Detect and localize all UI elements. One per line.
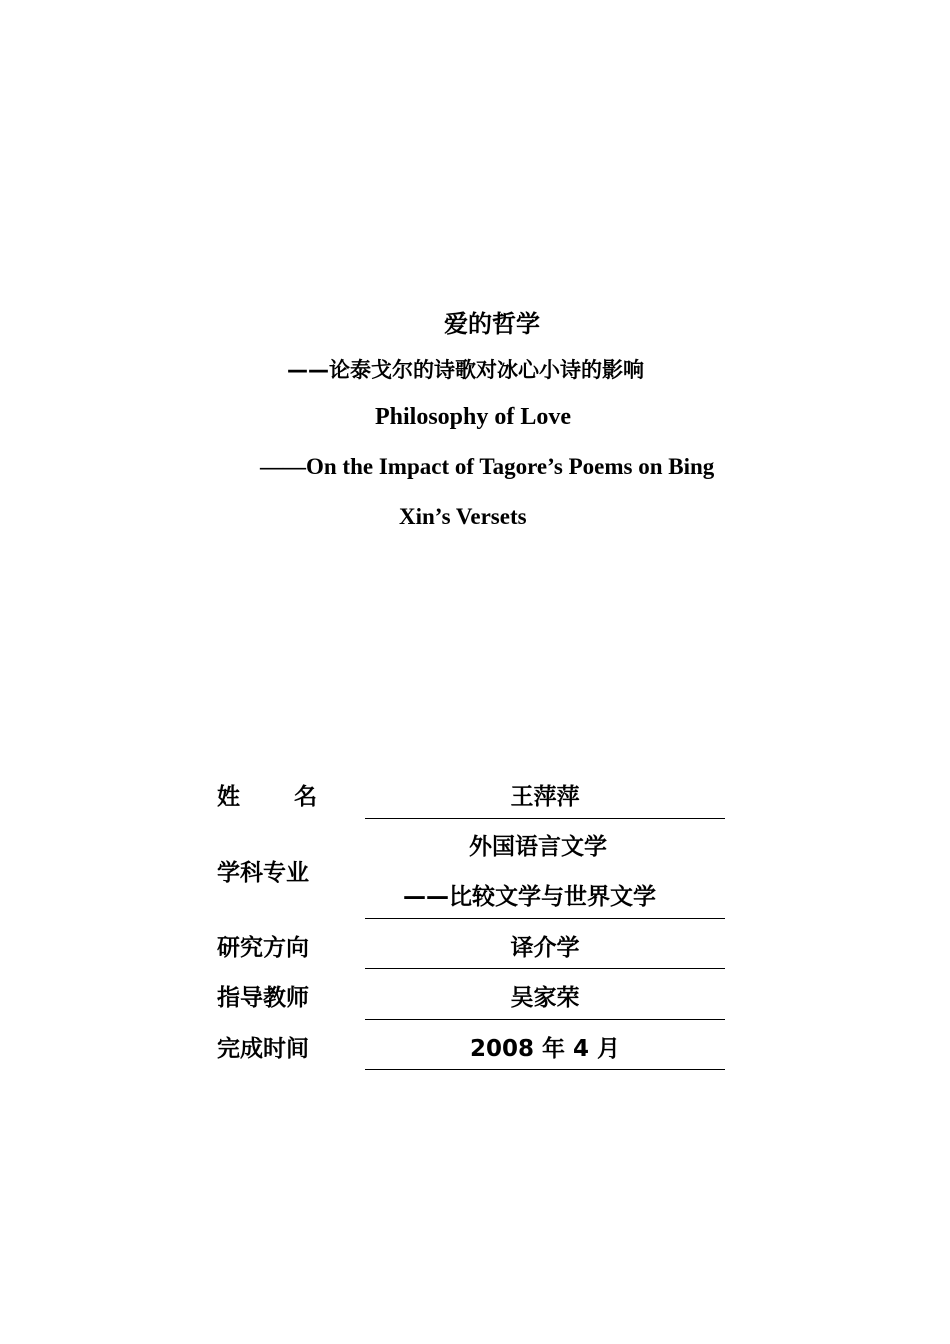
completion-time-underline <box>365 1069 725 1070</box>
thesis-subtitle-english-line1: ——On the Impact of Tagore’s Poems on Bing <box>260 454 715 479</box>
advisor-value: 吴家荣 <box>510 985 580 1011</box>
research-direction-value: 译介学 <box>510 935 580 961</box>
name-label-char2: 名 <box>294 784 317 810</box>
thesis-subtitle-english-line2: Xin’s Versets <box>399 504 527 529</box>
major-value-line2: ——比较文学与世界文学 <box>403 884 656 910</box>
major-underline <box>365 918 725 919</box>
name-value: 王萍萍 <box>510 784 580 810</box>
major-value-line1: 外国语言文学 <box>469 834 607 860</box>
thesis-title-chinese: 爱的哲学 <box>444 310 540 338</box>
research-direction-label: 研究方向 <box>217 935 309 961</box>
thesis-title-english: Philosophy of Love <box>375 404 572 430</box>
advisor-label: 指导教师 <box>217 985 309 1011</box>
thesis-subtitle-chinese: ——论泰戈尔的诗歌对冰心小诗的影响 <box>287 358 644 382</box>
completion-time-value: 2008 年 4 月 <box>469 1036 621 1062</box>
major-label: 学科专业 <box>217 860 309 886</box>
name-label <box>217 778 337 811</box>
name-label-char1: 姓 <box>217 784 240 810</box>
name-underline <box>365 818 725 819</box>
research-direction-underline <box>365 968 725 969</box>
completion-time-label: 完成时间 <box>217 1036 309 1062</box>
advisor-underline <box>365 1019 725 1020</box>
